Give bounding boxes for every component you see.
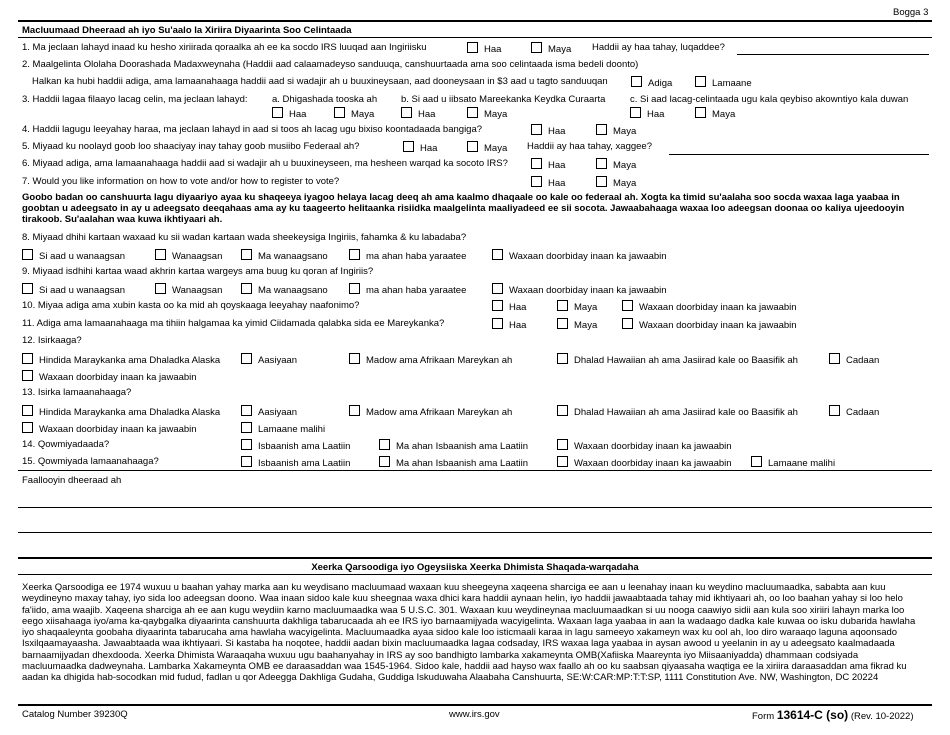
yes-label: Haa	[548, 126, 566, 137]
checkbox[interactable]	[334, 107, 345, 118]
comments-line[interactable]	[18, 532, 932, 533]
checkbox[interactable]	[467, 107, 478, 118]
no-label: Maya	[484, 143, 508, 154]
q5-yes[interactable]	[403, 141, 437, 154]
q14-opt[interactable]	[241, 439, 350, 452]
q12-opt[interactable]	[829, 353, 879, 366]
q1-text: 1. Ma jeclaan lahayd inaad ku hesho xiriirada qoraalka ah ee ka socdo IRS luuqad aan Ingiriisku	[22, 42, 427, 53]
option-label: Waxaan doorbiday inaan ka jawaabin	[509, 251, 667, 262]
page-label: Bogga 3	[893, 7, 929, 18]
form-prefix: Form	[752, 711, 775, 722]
checkbox[interactable]	[630, 107, 641, 118]
q14-text: 14. Qowmiyadaada?	[22, 439, 110, 450]
yes-label: Haa	[548, 160, 566, 171]
q7-no[interactable]	[596, 176, 636, 189]
q2-spouse[interactable]	[695, 76, 752, 89]
checkbox[interactable]	[22, 422, 33, 433]
option-label: Dhalad Hawaiian ah ama Jasiirad kale oo Baasifik ah	[574, 355, 798, 366]
option-label: Waxaan doorbiday inaan ka jawaabin	[639, 320, 797, 331]
q3-a-yes[interactable]	[272, 107, 306, 120]
option-label: Si aad u wanaagsan	[39, 285, 126, 296]
checkbox[interactable]	[155, 283, 166, 294]
option-label: Haa	[509, 302, 527, 313]
q13-opt[interactable]	[557, 405, 798, 418]
q1-no[interactable]	[531, 42, 571, 55]
yes-label: Haa	[647, 109, 665, 120]
option-label: Hindida Maraykanka ama Dhaladka Alaska	[39, 355, 221, 366]
checkbox[interactable]	[492, 300, 503, 311]
checkbox[interactable]	[22, 405, 33, 416]
q2-you-label: Adiga	[648, 78, 673, 89]
option-label: ma ahan haba yaraatee	[366, 285, 467, 296]
option-label: Waxaan doorbiday inaan ka jawaabin	[509, 285, 667, 296]
q8-opt[interactable]	[492, 249, 667, 262]
yes-label: Haa	[289, 109, 307, 120]
checkbox[interactable]	[531, 158, 542, 169]
yes-label: Haa	[420, 143, 438, 154]
checkbox[interactable]	[467, 42, 478, 53]
option-label: Waxaan doorbiday inaan ka jawaabin	[574, 458, 732, 469]
option-label: Maya	[574, 320, 598, 331]
privacy-body: Xeerka Qarsoodiga ee 1974 wuxuu u baahan yahay marka aan ku weydisano macluumaad waxaan kuu sheegeyna xaqeena sharciga ee aan u leenahay inaan ku weydino macluumaadka, sababta aan kuu weydineyno maxay tahay, iyo sida loo adeegsan doono. Waa inaan sidoo kale kuu sheegnaa waxa dhici kara haddii aynaan helin, iyo haddii jawaabtaada tahay mid ikhtiyaari ah, oo loo baahan yahay si loo helo fa'iido, ama waajib. Xaqeena sharciga ah ee aan kugu weydiin karno macluumaadka waa 5 U.S.C. 301. Waxaan kuu weydineynaa macluumaadkan si uu nooga caawiyo sidii aan kula soo xiriiri lahayn marka loo eego xiisahaaga iyo/ama ka-qaybgalka diyaarinta canshuurta dakhliga tabarucaada ah ee IRS iyo barnaamijyada wacyigelinta. Waxaan laga yaabaa in aan la wadaago dadka kale kuwaa oo isku dubarida hawlaha iyo shaqaaleynta goobaha diyaarinta tabarucaha ama hawlaha wacyigelinta. Macluumaadka ayaa sidoo kale loo isticmaali karaa in lagu sameeyo xakameyn wax ku ool ah, loo diro waraaqo laguna aqoonsado Isxilqaamayaasha. Jawaabtaada waa ikhtiyaari. Si kastaba ha noqotee, haddii aadan bixin macluumaadka lagaa codsaday, IRS waxaa laga yaabaa in aysan awood u yeelanin in ay u adeegsato kaalmadaada barnaamijyadan dhexdooda. Xeerka Dhimista Waraaqaha wuxuu ugu baahanyahay in IRS ay soo bandhigto lambarka xakameynta OMB(Xafiiska Maareynta iyo Miisaaniyadda) dhammaan codsiyada macluumaadka dadweynaha. Lambarka Xakameynta OMB ee daraasaddan waa 1545-1964. Sidoo kale, haddii aad hayso wax faallo ah oo ku saabsan qiyaasaha waqtiga ee la xiriira daraasaddan ama fikrad ku aadan ka dhigida hab-socodkan mid fudud, fadlan u qor Adeegga Dakhliga Gudaha, Guddiga Iskuduwaha Alaabaha Canshuurta, SE:W:CAR:MP:T:T:SP, 1111 Constitution Ave. NW, Washington, DC 20224	[22, 582, 916, 684]
checkbox[interactable]	[557, 405, 568, 416]
option-label: Madow ama Afrikaan Mareykan ah	[366, 407, 513, 418]
checkbox[interactable]	[241, 405, 252, 416]
q3-c-yes[interactable]	[630, 107, 664, 120]
q9-opt[interactable]	[22, 283, 125, 296]
checkbox[interactable]	[241, 422, 252, 433]
checkbox[interactable]	[22, 283, 33, 294]
q1-follow: Haddii ay haa tahay, luqaddee?	[592, 42, 725, 53]
checkbox[interactable]	[557, 439, 568, 450]
checkbox[interactable]	[557, 456, 568, 467]
checkbox[interactable]	[467, 141, 478, 152]
q14-opt[interactable]	[379, 439, 528, 452]
q5-text: 5. Miyaad ku noolayd goob loo shaaciyay inay tahay goob musiibo Federaal ah?	[22, 141, 360, 152]
q13-text: 13. Isirka lamaanahaaga?	[22, 387, 132, 398]
q2-spouse-label: Lamaane	[712, 78, 752, 89]
checkbox[interactable]	[22, 353, 33, 364]
q1-yes-label: Haa	[484, 44, 502, 55]
option-label: Haa	[509, 320, 527, 331]
q7-yes[interactable]	[531, 176, 565, 189]
no-label: Maya	[613, 126, 637, 137]
option-label: Wanaagsan	[172, 251, 223, 262]
checkbox[interactable]	[492, 249, 503, 260]
q12-opt[interactable]	[241, 353, 297, 366]
q10-text: 10. Miyaa adiga ama xubin kasta oo ka mid ah qoyskaaga leeyahay naafonimo?	[22, 300, 360, 311]
checkbox[interactable]	[241, 353, 252, 364]
checkbox[interactable]	[695, 76, 706, 87]
divider	[18, 574, 932, 575]
q1-yes[interactable]	[467, 42, 501, 55]
q3-b-no[interactable]	[467, 107, 507, 120]
q5-location-field[interactable]	[669, 154, 929, 155]
checkbox[interactable]	[557, 353, 568, 364]
checkbox[interactable]	[241, 439, 252, 450]
q12-opt[interactable]	[22, 353, 220, 366]
checkbox[interactable]	[349, 283, 360, 294]
checkbox[interactable]	[379, 456, 390, 467]
q8-opt[interactable]	[155, 249, 222, 262]
section-rule	[18, 37, 932, 38]
option-label: Wanaagsan	[172, 285, 223, 296]
q3-a-no[interactable]	[334, 107, 374, 120]
q11-opt[interactable]	[492, 318, 526, 331]
option-label: Waxaan doorbiday inaan ka jawaabin	[639, 302, 797, 313]
checkbox[interactable]	[22, 249, 33, 260]
checkbox[interactable]	[241, 283, 252, 294]
q13-opt[interactable]	[22, 405, 220, 418]
option-label: Waxaan doorbiday inaan ka jawaabin	[39, 372, 197, 383]
comments-line[interactable]	[18, 507, 932, 508]
q15-opt[interactable]	[379, 456, 528, 469]
option-label: Waxaan doorbiday inaan ka jawaabin	[39, 424, 197, 435]
q1-language-field[interactable]	[737, 54, 929, 55]
privacy-title: Xeerka Qarsoodiga iyo Ogeysiiska Xeerka Dhimista Shaqada-warqadaha	[311, 562, 639, 573]
divider	[18, 557, 932, 559]
q15-opt[interactable]	[557, 456, 732, 469]
form-id	[752, 708, 914, 722]
option-label: Ma ahan Isbaanish ama Laatiin	[396, 458, 529, 469]
checkbox[interactable]	[241, 456, 252, 467]
q12-text: 12. Isirkaaga?	[22, 335, 82, 346]
checkbox[interactable]	[531, 124, 542, 135]
checkbox[interactable]	[349, 405, 360, 416]
option-label: Isbaanish ama Laatiin	[258, 458, 351, 469]
section-title: Macluumaad Dheeraad ah iyo Su'aalo la Xiriira Diyaarinta Soo Celintaada	[22, 25, 352, 36]
checkbox[interactable]	[751, 456, 762, 467]
q13-opt[interactable]	[241, 422, 325, 435]
q12-opt[interactable]	[22, 370, 197, 383]
q13-opt[interactable]	[22, 422, 197, 435]
option-label: Waxaan doorbiday inaan ka jawaabin	[574, 441, 732, 452]
checkbox[interactable]	[622, 318, 633, 329]
checkbox[interactable]	[557, 300, 568, 311]
checkbox[interactable]	[349, 249, 360, 260]
q9-opt[interactable]	[349, 283, 466, 296]
q11-text: 11. Adiga ama lamaanahaaga ma tihiin halgamaa ka yimid Ciidamada qalabka sida ee Mareykanka?	[22, 318, 445, 329]
option-label: Dhalad Hawaiian ah ama Jasiirad kale oo Baasifik ah	[574, 407, 798, 418]
no-label: Maya	[712, 109, 736, 120]
comments-label: Faallooyin dheeraad ah	[22, 475, 122, 486]
form-revision: (Rev. 10-2022)	[850, 711, 914, 722]
option-label: Isbaanish ama Laatiin	[258, 441, 351, 452]
q3-b-yes[interactable]	[401, 107, 435, 120]
option-label: Ma wanaagsano	[258, 285, 328, 296]
option-label: Ma wanaagsano	[258, 251, 328, 262]
option-label: Si aad u wanaagsan	[39, 251, 126, 262]
no-label: Maya	[613, 178, 637, 189]
q8-opt[interactable]	[349, 249, 466, 262]
q6-text: 6. Miyaad adiga, ama lamaanahaaga haddii aad si wadajir ah u buuxineyseen, ma hesheen warqad ka socoto IRS?	[22, 158, 508, 169]
checkbox[interactable]	[557, 318, 568, 329]
checkbox[interactable]	[492, 283, 503, 294]
form-number: 13614-C (so)	[776, 708, 849, 722]
checkbox[interactable]	[631, 76, 642, 87]
q2-you[interactable]	[631, 76, 672, 89]
checkbox[interactable]	[531, 176, 542, 187]
q3-c: c. Si aad lacag-celintaada ugu kala qeybiso akowntiyo kala duwan	[630, 94, 909, 105]
no-label: Maya	[351, 109, 375, 120]
option-label: Maya	[574, 302, 598, 313]
checkbox[interactable]	[531, 42, 542, 53]
checkbox[interactable]	[349, 353, 360, 364]
footer-rule	[18, 704, 932, 706]
yes-label: Haa	[418, 109, 436, 120]
q1-no-label: Maya	[548, 44, 572, 55]
option-label: Lamaane malihi	[768, 458, 836, 469]
no-label: Maya	[613, 160, 637, 171]
q15-text: 15. Qowmiyada lamaanahaaga?	[22, 456, 159, 467]
q7-text: 7. Would you like information on how to vote and/or how to register to vote?	[22, 176, 340, 187]
q6-yes[interactable]	[531, 158, 565, 171]
q5-no[interactable]	[467, 141, 507, 154]
option-label: ma ahan haba yaraatee	[366, 251, 467, 262]
checkbox[interactable]	[622, 300, 633, 311]
checkbox[interactable]	[829, 405, 840, 416]
option-label: Aasiyaan	[258, 407, 298, 418]
checkbox[interactable]	[596, 158, 607, 169]
top-rule	[18, 20, 932, 22]
q15-opt[interactable]	[751, 456, 835, 469]
checkbox[interactable]	[272, 107, 283, 118]
q12-opt[interactable]	[349, 353, 512, 366]
option-label: Cadaan	[846, 407, 880, 418]
q8-opt[interactable]	[22, 249, 125, 262]
checkbox[interactable]	[22, 370, 33, 381]
q4-text: 4. Haddii lagugu leeyahay haraa, ma jeclaan lahayd in aad si toos ah lacag ugu bixiso koontadaada bangiga?	[22, 124, 483, 135]
q9-text: 9. Miyaad isdhihi kartaa waad akhrin kartaa wargeys ama buug ku qoran af Ingiriis?	[22, 266, 374, 277]
option-label: Hindida Maraykanka ama Dhaladka Alaska	[39, 407, 221, 418]
q5-follow: Haddii ay haa tahay, xaggee?	[527, 141, 652, 152]
q11-opt[interactable]	[557, 318, 597, 331]
q3-c-no[interactable]	[695, 107, 735, 120]
checkbox[interactable]	[155, 249, 166, 260]
q4-no[interactable]	[596, 124, 636, 137]
q2-text: 2. Maalgelinta Ololaha Doorashada Madaxweynaha (Haddii aad calaamadeyso sanduuqa, canshuurtaada ama soo celintaada isma bedeli doonto)	[22, 59, 639, 70]
q14-opt[interactable]	[557, 439, 732, 452]
checkbox[interactable]	[403, 141, 414, 152]
q6-no[interactable]	[596, 158, 636, 171]
option-label: Lamaane malihi	[258, 424, 326, 435]
q2-sub: Halkan ka hubi haddii adiga, ama lamaanahaaga haddii aad si wadajir ah u buuxineysaan, aad dooneysaan in $3 aad u tagto sanduuqan	[32, 76, 608, 87]
q15-opt[interactable]	[241, 456, 350, 469]
option-label: Madow ama Afrikaan Mareykan ah	[366, 355, 513, 366]
checkbox[interactable]	[379, 439, 390, 450]
q3-text: 3. Haddii lagaa filaayo lacag celin, ma jeclaan lahayd:	[22, 94, 248, 105]
checkbox[interactable]	[596, 176, 607, 187]
yes-label: Haa	[548, 178, 566, 189]
no-label: Maya	[484, 109, 508, 120]
q13-opt[interactable]	[829, 405, 879, 418]
q9-opt[interactable]	[155, 283, 222, 296]
q3-b: b. Si aad u iibsato Mareekanka Keydka Curaarta	[401, 94, 606, 105]
q8-text: 8. Miyaad dhihi kartaan waxaad ku sii wadan kartaan wada sheekeysiga Ingiriis, fahamka & ku labadaba?	[22, 232, 467, 243]
q4-yes[interactable]	[531, 124, 565, 137]
website-link[interactable]: www.irs.gov	[449, 709, 500, 720]
q10-opt[interactable]	[622, 300, 797, 313]
checkbox[interactable]	[695, 107, 706, 118]
checkbox[interactable]	[829, 353, 840, 364]
divider	[18, 470, 932, 471]
option-label: Ma ahan Isbaanish ama Laatiin	[396, 441, 529, 452]
checkbox[interactable]	[596, 124, 607, 135]
option-label: Aasiyaan	[258, 355, 298, 366]
q13-opt[interactable]	[349, 405, 512, 418]
q10-opt[interactable]	[557, 300, 597, 313]
checkbox[interactable]	[241, 249, 252, 260]
option-label: Cadaan	[846, 355, 880, 366]
q8-opt[interactable]	[241, 249, 328, 262]
checkbox[interactable]	[401, 107, 412, 118]
q12-opt[interactable]	[557, 353, 798, 366]
q11-opt[interactable]	[622, 318, 797, 331]
q9-opt[interactable]	[241, 283, 328, 296]
q3-a: a. Dhigashada tooska ah	[272, 94, 378, 105]
q13-opt[interactable]	[241, 405, 297, 418]
funding-notice: Goobo badan oo canshuurta lagu diyaariyo ayaa ku shaqeeya iyagoo helaya lacag deeq ah ama kaalmo dhaqaale oo kale oo federaal ah. Xogta ka timid su'aalaha soo socda waxaa laga yaabaa in goobtan u adeegsato in ay u adeegsato deeqahaas ama ay ku taageerto helitaanka risiidka maalgelinta maaliyadeed ee sii socota. Jawaabahaaga waxaa loo adeegsan doonaa oo kaliya ujeedooyin tirakoob. Su'aalahan waa kuwa ikhtiyaari ah.	[22, 192, 905, 226]
q10-opt[interactable]	[492, 300, 526, 313]
catalog-number: Catalog Number 39230Q	[22, 709, 128, 720]
checkbox[interactable]	[492, 318, 503, 329]
q9-opt[interactable]	[492, 283, 667, 296]
